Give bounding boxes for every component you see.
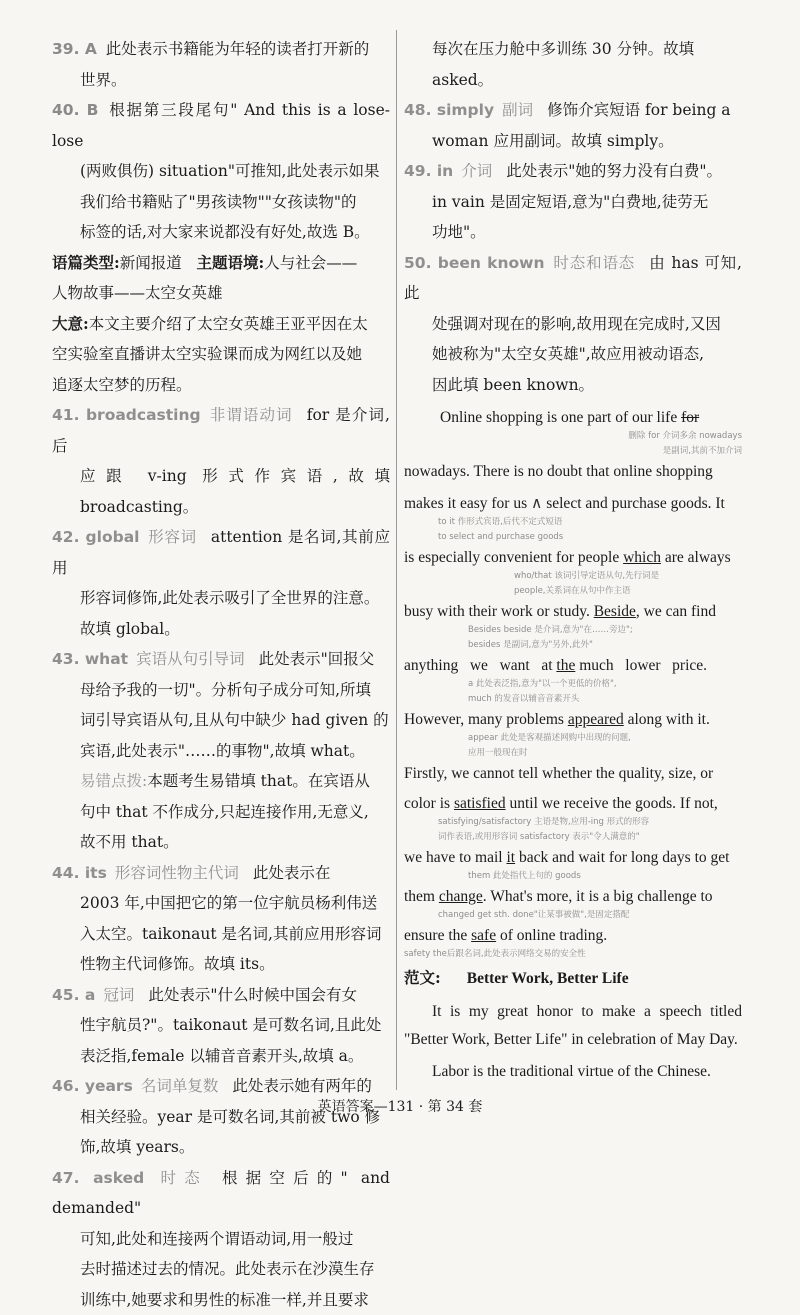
grammar-point: 介词 — [461, 162, 492, 180]
answer-text: (两败俱伤) situation"可推知,此处表示如果 — [52, 156, 390, 187]
summary-text: 追逐太空梦的历程。 — [52, 370, 390, 401]
passage-genre — [52, 248, 390, 279]
essay-line: Firstly, we cannot tell whether the quality, size, or — [404, 762, 742, 786]
answer-text: 此处表示"回报父 — [259, 650, 375, 668]
essay-line — [404, 600, 742, 624]
answer-text: 处强调对现在的影响,故用现在完成时,又因 — [404, 309, 742, 340]
answer-text: in vain 是固定短语,意为"白费地,徒劳无 — [404, 187, 742, 218]
grammar-point: 冠词 — [103, 986, 134, 1004]
error-tip-text: 句中 that 不作成分,只起连接作用,无意义, — [52, 797, 390, 828]
answer-text: 入太空。taikonaut 是名词,其前应用形容词 — [52, 919, 390, 950]
correction-note: a 此处表泛指,意为"以一个更低的价格", — [404, 678, 742, 690]
correction-note: satisfying/satisfactory 主语是物,应用-ing 形式的形容 — [404, 816, 742, 828]
essay-text: back and wait for long days to get — [519, 849, 729, 866]
essay-text: select and purchase goods. It — [546, 495, 725, 512]
error-word: appeared — [568, 711, 624, 728]
grammar-point: 非谓语动词 — [209, 406, 293, 424]
insert-caret: ∧ — [531, 495, 542, 512]
answer-text: 此处表示"什么时候中国会有女 — [148, 986, 357, 1004]
left-column — [52, 34, 390, 1315]
essay-text: are always — [665, 549, 731, 566]
answer-text: 她被称为"太空女英雄",故应用被动语态, — [404, 339, 742, 370]
answer-39 — [52, 34, 390, 65]
error-word: Beside — [594, 603, 636, 620]
answer-text: 此处表示在 — [253, 864, 331, 882]
essay-text: them — [404, 888, 435, 905]
theme-label: 主题语境: — [197, 253, 265, 272]
essay-line — [404, 885, 742, 909]
correction-note: 删除 for 介词多余 nowadays — [404, 430, 742, 442]
answer-text: woman 应用副词。故填 simply。 — [404, 126, 742, 157]
answer-text: 此处表示她有两年的 — [232, 1077, 372, 1095]
correction-note: 是副词,其前不加介词 — [404, 445, 742, 457]
answer-40 — [52, 95, 390, 156]
genre-label: 语篇类型: — [52, 253, 120, 272]
answer-41 — [52, 400, 390, 461]
essay-text: makes it easy for us — [404, 495, 527, 512]
error-word: safe — [471, 927, 496, 944]
answer-text: 功地"。 — [404, 217, 742, 248]
answer-text: 性物主代词修饰。故填 its。 — [52, 949, 390, 980]
answer-text: 相关经验。year 是可数名词,其前被 two 修 — [52, 1102, 390, 1133]
answer-text: 每次在压力舱中多训练 30 分钟。故填 — [404, 34, 742, 65]
essay-line — [404, 406, 742, 430]
answer-number: 44. its — [52, 864, 107, 882]
answer-text: 修饰介宾短语 for being a — [547, 101, 730, 119]
grammar-point: 宾语从句引导词 — [136, 650, 245, 668]
correction-note: safety the后跟名词,此处表示网络交易的安全性 — [404, 948, 742, 960]
summary-text: 本文主要介绍了太空女英雄王亚平因在太 — [89, 315, 368, 333]
correction-note: them 此处指代上句的 goods — [404, 870, 742, 882]
answer-number: 46. years — [52, 1077, 133, 1095]
correction-note: to select and purchase goods — [404, 531, 742, 543]
answer-text: 2003 年,中国把它的第一位宇航员杨利伟送 — [52, 888, 390, 919]
essay-text: much lower price. — [579, 657, 707, 674]
answer-number: 45. a — [52, 986, 95, 1004]
essay-line — [404, 546, 742, 570]
model-essay-paragraph: It is my great honor to make a speech titled "Better Work, Better Life" in celebration of May Day. — [404, 998, 742, 1054]
essay-text: busy with their work or study. — [404, 603, 590, 620]
answer-text: asked。 — [404, 65, 742, 96]
error-word: it — [506, 849, 515, 866]
essay-text: ensure the — [404, 927, 467, 944]
answer-number: 41. broadcasting — [52, 406, 201, 424]
model-essay-heading — [404, 963, 742, 994]
essay-line — [404, 708, 742, 732]
answer-text: 世界。 — [52, 65, 390, 96]
answer-number: 40. B — [52, 101, 98, 119]
model-essay-title: Better Work, Better Life — [467, 970, 629, 987]
answer-50 — [404, 248, 742, 309]
answer-text: 我们给书籍贴了"男孩读物""女孩读物"的 — [52, 187, 390, 218]
answer-text: 标签的话,对大家来说都没有好处,故选 B。 — [52, 217, 390, 248]
answer-45 — [52, 980, 390, 1011]
answer-number: 39. A — [52, 40, 97, 58]
answer-text: 此处表示书籍能为年轻的读者打开新的 — [106, 40, 370, 58]
genre-value: 新闻报道 — [120, 254, 182, 272]
answer-text: 形容词修饰,此处表示吸引了全世界的注意。 — [52, 583, 390, 614]
model-essay-paragraph: Labor is the traditional virtue of the Chinese. — [404, 1058, 742, 1086]
essay-text: However, many problems — [404, 711, 564, 728]
correction-note: to it 作形式宾语,后代不定式短语 — [404, 516, 742, 528]
essay-text: we have to mail — [404, 849, 503, 866]
column-divider — [396, 30, 397, 1090]
answer-text: 由 has 可知,此 — [404, 254, 742, 303]
answer-text: 应跟 v-ing 形式作宾语,故填 broadcasting。 — [52, 461, 390, 522]
essay-text: . What's more, it is a big challenge to — [483, 888, 713, 905]
answer-text: 训练中,她要求和男性的标准一样,并且要求 — [52, 1285, 390, 1315]
essay-text: anything we want at — [404, 657, 553, 674]
passage-summary — [52, 309, 390, 340]
summary-label: 大意: — [52, 314, 89, 333]
theme-value-cont: 人物故事——太空女英雄 — [52, 278, 390, 309]
essay-text: Online shopping is one part of our life — [440, 409, 677, 426]
answer-number: 43. what — [52, 650, 128, 668]
answer-43 — [52, 644, 390, 675]
answer-text: 根据空后的" and demanded" — [52, 1169, 390, 1218]
grammar-point: 时态和语态 — [552, 254, 635, 272]
error-word: change — [439, 888, 483, 905]
correction-note: appear 此处是客观描述网购中出现的问题, — [404, 732, 742, 744]
essay-line — [404, 492, 742, 516]
corrected-essay — [404, 406, 742, 960]
right-column — [404, 34, 742, 1086]
essay-text: along with it. — [628, 711, 710, 728]
error-tip — [52, 766, 390, 797]
essay-text: color is — [404, 795, 450, 812]
answer-text: 母给予我的一切"。分析句子成分可知,所填 — [52, 675, 390, 706]
page-footer: 英语答案—131 · 第 34 套 — [0, 1096, 800, 1116]
answer-text: 词引导宾语从句,且从句中缺少 had given 的 — [52, 705, 390, 736]
grammar-point: 副词 — [502, 101, 533, 119]
correction-note: who/that 该词引导定语从句,先行词是 — [404, 570, 742, 582]
correction-note: 词作表语,或用形容词 satisfactory 表示"令人满意的" — [404, 831, 742, 843]
answer-number: 50. been known — [404, 254, 544, 272]
deleted-word: for — [681, 409, 699, 426]
error-word: satisfied — [454, 795, 506, 812]
correction-note: changed get sth. done"让某事被做",是固定搭配 — [404, 909, 742, 921]
essay-line — [404, 792, 742, 816]
correction-note: much 的发音以辅音音素开头 — [404, 693, 742, 705]
answer-text: 性宇航员?"。taikonaut 是可数名词,且此处 — [52, 1010, 390, 1041]
answer-text: 故填 global。 — [52, 614, 390, 645]
essay-line: nowadays. There is no doubt that online shopping — [404, 460, 742, 484]
grammar-point: 时态 — [152, 1169, 208, 1187]
answer-text: 饰,故填 years。 — [52, 1132, 390, 1163]
answer-text: 表泛指,female 以辅音音素开头,故填 a。 — [52, 1041, 390, 1072]
essay-line — [404, 924, 742, 948]
correction-note: people,关系词在从句中作主语 — [404, 585, 742, 597]
correction-note: Besides beside 是介词,意为"在……旁边"; — [404, 624, 742, 636]
essay-line — [404, 654, 742, 678]
correction-note: 应用一般现在时 — [404, 747, 742, 759]
grammar-point: 形容词性物主代词 — [115, 864, 239, 882]
grammar-point: 名词单复数 — [141, 1077, 219, 1095]
error-word: which — [623, 549, 661, 566]
answer-text: 因此填 been known。 — [404, 370, 742, 401]
answer-text: for 是介词,后 — [52, 406, 390, 455]
answer-42 — [52, 522, 390, 583]
error-tip-text: 故不用 that。 — [52, 827, 390, 858]
error-word: the — [556, 657, 575, 674]
essay-text: of online trading. — [500, 927, 607, 944]
answer-number: 42. global — [52, 528, 140, 546]
essay-text: until we receive the goods. If not, — [509, 795, 717, 812]
answer-text: 去时描述过去的情况。此处表示在沙漠生存 — [52, 1254, 390, 1285]
essay-text: , we can find — [636, 603, 716, 620]
answer-text: attention 是名词,其前应用 — [52, 528, 390, 577]
answer-49 — [404, 156, 742, 187]
answer-44 — [52, 858, 390, 889]
answer-47 — [52, 1163, 390, 1224]
answer-number: 47. asked — [52, 1169, 144, 1187]
answer-number: 49. in — [404, 162, 453, 180]
essay-text: is especially convenient for people — [404, 549, 619, 566]
error-tip-text: 本题考生易错填 that。在宾语从 — [147, 772, 370, 790]
grammar-point: 形容词 — [148, 528, 197, 546]
answer-text: 根据第三段尾句" And this is a lose-lose — [52, 101, 390, 150]
answer-number: 48. simply — [404, 101, 494, 119]
error-tip-label: 易错点拨: — [80, 772, 147, 790]
answer-text: 此处表示"她的努力没有白费"。 — [506, 162, 722, 180]
answer-text: 可知,此处和连接两个谓语动词,用一般过 — [52, 1224, 390, 1255]
summary-text: 空实验室直播讲太空实验课而成为网红以及她 — [52, 339, 390, 370]
correction-note: besides 是副词,意为"另外,此外" — [404, 639, 742, 651]
answer-text: 宾语,此处表示"……的事物",故填 what。 — [52, 736, 390, 767]
theme-value: 人与社会—— — [264, 254, 357, 272]
answer-48 — [404, 95, 742, 126]
essay-line — [404, 846, 742, 870]
model-essay-label: 范文: — [404, 968, 441, 987]
